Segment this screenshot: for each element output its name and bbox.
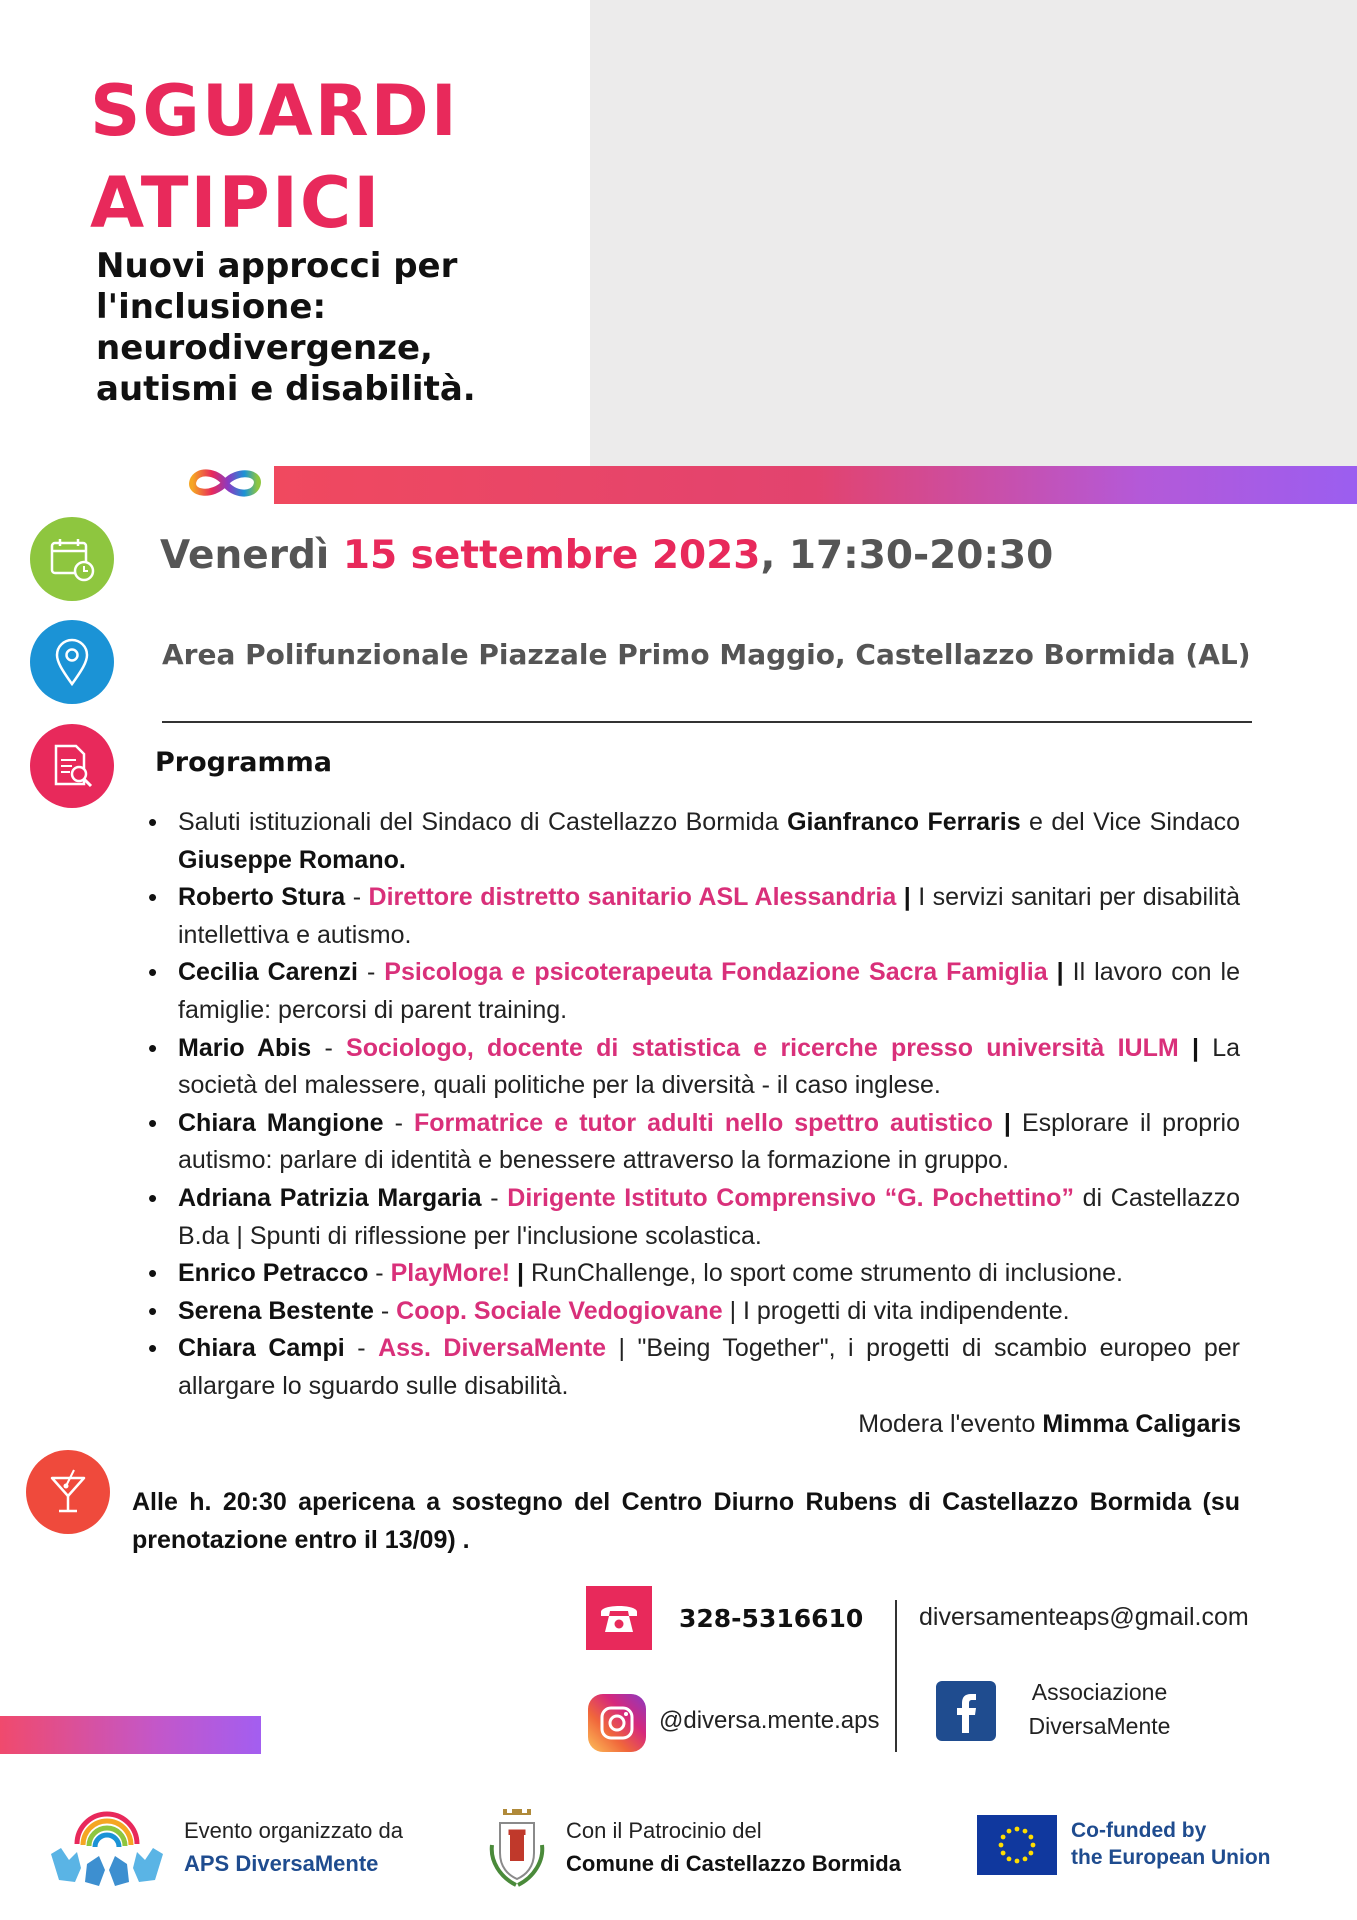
patronage-name: Comune di Castellazzo Bormida <box>566 1851 901 1876</box>
phone-icon <box>586 1586 652 1650</box>
email-link[interactable]: diversamenteaps@gmail.com <box>919 1603 1249 1631</box>
title-line-1: SGUARDI <box>90 70 459 152</box>
speaker-topic: La società del malessere, quali politiche per la diversità - il caso inglese. <box>178 1033 1241 1100</box>
eu-line-1: Co-funded by <box>1071 1819 1207 1842</box>
speaker-role: Coop. Sociale Vedogiovane <box>396 1296 723 1325</box>
separator: - <box>481 1183 508 1212</box>
speaker-name: Adriana Patrizia Margaria <box>178 1183 482 1212</box>
separator: | <box>722 1296 744 1325</box>
separator: | <box>1047 958 1073 987</box>
patronage <box>566 1814 901 1880</box>
contacts-divider <box>895 1600 897 1752</box>
decorative-stripe <box>274 466 1357 504</box>
speaker-topic: I progetti di vita indipendente. <box>743 1296 1070 1325</box>
facebook-page[interactable] <box>1012 1675 1187 1743</box>
document-search-icon <box>30 724 114 808</box>
eu-line-2: the European Union <box>1071 1846 1271 1869</box>
separator: - <box>383 1108 414 1137</box>
separator: - <box>357 958 385 987</box>
programme-list <box>140 804 1240 1406</box>
instagram-handle[interactable]: @diversa.mente.aps <box>659 1707 880 1734</box>
organizer-name: APS DiversaMente <box>184 1851 379 1876</box>
title-line-2: ATIPICI <box>90 162 382 244</box>
separator: di Castellazzo B.da | <box>178 1183 1240 1250</box>
speaker-role: Sociologo, docente di statistica e ricerche presso università IULM <box>346 1033 1179 1062</box>
event-date-highlight: 15 settembre 2023 <box>342 533 761 578</box>
speaker-name: Serena Bestente <box>178 1296 374 1325</box>
event-date <box>160 533 1053 578</box>
separator: - <box>373 1296 397 1325</box>
apericena-text: Alle h. 20:30 apericena a sostegno del Centro Diurno Rubens di Castellazzo Bormida (su prenotazione entro il 13/09) . <box>132 1488 1240 1554</box>
calendar-icon <box>30 517 114 601</box>
speaker-topic: I servizi sanitari per disabilità intellettiva e autismo. <box>178 883 1240 949</box>
facebook-line-2: DiversaMente <box>1028 1713 1171 1739</box>
separator: - <box>345 883 369 912</box>
speaker-name: Cecilia Carenzi <box>178 958 358 987</box>
intro-text: e del Vice Sindaco <box>1020 808 1241 836</box>
speaker-name: Mario Abis <box>178 1033 312 1062</box>
diversamente-logo <box>47 1808 167 1890</box>
separator: - <box>344 1334 379 1363</box>
speaker-role: PlayMore! <box>390 1259 511 1288</box>
speaker-name: Chiara Mangione <box>178 1108 384 1137</box>
event-day: Venerdì <box>160 533 330 578</box>
intro-text: Saluti istituzionali del Sindaco di Castellazzo Bormida <box>178 808 788 836</box>
programme-title: Programma <box>155 747 333 778</box>
speaker-role: Psicologa e psicoterapeuta Fondazione Sacra Famiglia <box>384 958 1048 987</box>
moderator-name: Mimma Caligaris <box>1042 1410 1241 1438</box>
list-item <box>140 954 1240 1029</box>
speaker-name: Chiara Campi <box>178 1334 345 1363</box>
separator: - <box>368 1259 391 1288</box>
speaker-role: Formatrice e tutor adulti nello spettro autistico <box>413 1108 993 1137</box>
separator: | <box>992 1108 1022 1137</box>
divider <box>162 721 1252 723</box>
subtitle: Nuovi approcci per l'inclusione: neurodivergenze, autismi e disabilità. <box>96 246 476 409</box>
instagram-icon <box>588 1694 646 1752</box>
organizer <box>184 1814 403 1880</box>
facebook-line-1: Associazione <box>1031 1679 1168 1705</box>
separator: | <box>510 1259 531 1288</box>
location-pin-icon <box>30 620 114 704</box>
list-item <box>140 1255 1240 1293</box>
moderator <box>858 1410 1241 1439</box>
speaker-topic: Esplorare il proprio autismo: parlare di identità e benessere attraverso la formazione in gruppo. <box>178 1108 1240 1175</box>
decorative-stripe <box>0 1716 261 1754</box>
list-item <box>140 879 1240 954</box>
eu-cofunded <box>1071 1817 1271 1871</box>
speaker-name: Roberto Stura <box>178 883 346 912</box>
municipality-crest <box>486 1805 548 1891</box>
organizer-label: Evento organizzato da <box>184 1818 403 1843</box>
speaker-role: Ass. DiversaMente <box>378 1334 606 1363</box>
phone-number[interactable]: 328-5316610 <box>679 1604 864 1633</box>
speaker-topic: Il lavoro con le famiglie: percorsi di parent training. <box>178 958 1241 1024</box>
list-item <box>140 1180 1240 1255</box>
vice-mayor-name: Giuseppe Romano. <box>178 845 406 874</box>
speaker-role: Dirigente Istituto Comprensivo “G. Pochettino” <box>507 1183 1074 1212</box>
speaker-role: Direttore distretto sanitario ASL Alessandria <box>368 883 897 912</box>
facebook-icon <box>936 1681 996 1741</box>
cocktail-icon <box>26 1450 110 1534</box>
eu-flag-icon <box>977 1815 1057 1875</box>
list-item <box>140 1293 1240 1331</box>
separator: - <box>311 1033 347 1062</box>
infinity-icon <box>183 462 267 504</box>
separator: | <box>896 883 919 912</box>
hero-image <box>590 0 1357 472</box>
list-item <box>140 1330 1240 1405</box>
mayor-name: Gianfranco Ferraris <box>787 808 1021 836</box>
list-item <box>140 804 1240 879</box>
separator: | <box>1178 1033 1213 1062</box>
moderator-label: Modera l'evento <box>858 1410 1043 1438</box>
event-place: Area Polifunzionale Piazzale Primo Maggio, Castellazzo Bormida (AL) <box>162 638 1251 671</box>
separator: | <box>606 1334 638 1363</box>
event-time: , 17:30-20:30 <box>760 533 1054 578</box>
speaker-topic: RunChallenge, lo sport come strumento di inclusione. <box>530 1259 1123 1288</box>
speaker-name: Enrico Petracco <box>178 1259 369 1288</box>
list-item <box>140 1105 1240 1180</box>
patronage-label: Con il Patrocinio del <box>566 1818 762 1843</box>
speaker-topic: "Being Together", i progetti di scambio europeo per allargare lo sguardo sulle disabilità. <box>178 1334 1240 1400</box>
speaker-topic: Spunti di riflessione per l'inclusione scolastica. <box>249 1221 762 1250</box>
list-item <box>140 1030 1240 1105</box>
